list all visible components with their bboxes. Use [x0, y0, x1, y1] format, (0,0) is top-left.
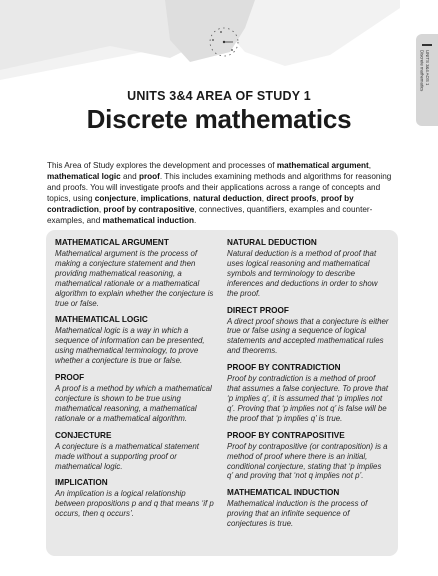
- intro-text: ,: [316, 194, 321, 203]
- units-heading: UNITS 3&4 AREA OF STUDY 1: [127, 89, 311, 103]
- glossary-term: NATURAL DEDUCTION: [227, 238, 317, 247]
- intro-key-term: proof by contrapositive: [103, 205, 195, 214]
- glossary-term: DIRECT PROOF: [227, 305, 289, 315]
- glossary-definition: A conjecture is a mathematical statement made without a supporting proof or mathematical logic.: [55, 441, 199, 471]
- glossary-column-left: [55, 238, 217, 526]
- glossary-entry: [55, 431, 217, 472]
- glossary-entry: [227, 488, 389, 529]
- intro-text: ,: [261, 194, 267, 203]
- intro-text: , connectives, quantifiers, examples and counter-examples, and: [47, 205, 373, 225]
- intro-text: ,: [136, 194, 141, 203]
- intro-paragraph: [47, 160, 399, 226]
- glossary-entry: [227, 238, 389, 299]
- glossary-term: MATHEMATICAL INDUCTION: [227, 488, 340, 498]
- glossary-entry: [227, 363, 389, 424]
- intro-text: This Area of Study explores the development and processes of: [47, 161, 277, 170]
- glossary-entry: [227, 431, 389, 482]
- intro-key-term: direct proofs: [266, 194, 317, 203]
- glossary-definition: Proof by contrapositive (or contraposition) is a method of proof where there is an initial, conditional conjecture, stating that ‘p implies q’ and proving that ‘not q implies not p’.: [227, 441, 388, 481]
- intro-text: ,: [368, 161, 372, 170]
- intro-key-term: proof by contradiction: [47, 194, 354, 214]
- intro-text: and: [120, 172, 139, 181]
- intro-text: . This includes examining methods and algorithms for reasoning and proofs. You will investigate proofs and their applications across a range of concepts and topics, using: [47, 172, 392, 203]
- glossary-entry: [55, 238, 217, 308]
- glossary-term: CONJECTURE: [55, 430, 112, 440]
- glossary-definition: A proof is a method by which a mathematical conjecture is shown to be true using mathematical reasoning, a mathematical rationale or a mathematical algorithm.: [55, 384, 212, 423]
- intro-text: ,: [188, 194, 194, 203]
- glossary-term: IMPLICATION: [55, 478, 108, 488]
- glossary-term: MATHEMATICAL ARGUMENT: [55, 238, 169, 247]
- glossary-entry: [227, 306, 389, 357]
- intro-key-term: mathematical induction: [102, 216, 194, 225]
- glossary-entry: [55, 478, 217, 519]
- intro-key-term: natural deduction: [193, 194, 262, 203]
- intro-key-term: mathematical logic: [47, 172, 121, 181]
- glossary-definition: Mathematical argument is the process of making a conjecture statement and then providing mathematical reasoning, a mathematical rationale or a mathematical algorithm to explain whether the conjecture is true or false.: [55, 249, 214, 308]
- glossary-term: PROOF: [55, 373, 85, 383]
- intro-text: ,: [98, 205, 104, 214]
- glossary-entry: [55, 373, 217, 424]
- glossary-box: [46, 230, 398, 556]
- glossary-entry: [55, 315, 217, 366]
- glossary-definition: Mathematical logic is a way in which a sequence of information can be presented, using mathematical terminology, to prove whether a conjecture is true or false.: [55, 326, 205, 366]
- intro-text: .: [193, 216, 197, 225]
- side-tab-marker: [422, 44, 432, 46]
- header-graphic: [0, 0, 400, 80]
- glossary-definition: A direct proof shows that a conjecture is either true or false using a sequence of logical statements and accepted mathematical rules and theorems.: [227, 316, 389, 356]
- intro-key-term: mathematical argument: [276, 161, 369, 170]
- intro-key-term: conjecture: [94, 194, 137, 203]
- page-title: Discrete mathematics: [86, 104, 352, 134]
- glossary-term: MATHEMATICAL LOGIC: [55, 315, 148, 325]
- glossary-column-right: [227, 238, 389, 536]
- glossary-term: PROOF BY CONTRAPOSITIVE: [227, 430, 345, 440]
- glossary-definition: Proof by contradiction is a method of proof that assumes a false conjecture. To prove that ‘p implies q’, it is assumed that ‘p implies not q’. Proving that ‘p implies not q’ is false will be the proof that ‘p implies q’ is true.: [227, 374, 389, 423]
- intro-key-term: proof: [138, 172, 160, 181]
- glossary-term: PROOF BY CONTRADICTION: [227, 363, 341, 373]
- side-tab-label: UNITS 3&4 AOS 1 Discrete mathematics: [419, 50, 430, 92]
- glossary-definition: An implication is a logical relationship between propositions p and q that means ‘if p occurs, then q occurs’.: [55, 489, 214, 519]
- glossary-definition: Natural deduction is a method of proof that uses logical reasoning and mathematical symbols and terminology to describe inferences and deductions in order to show the proof.: [227, 249, 378, 298]
- glossary-definition: Mathematical induction is the process of proving that an infinite sequence of conjectures is true.: [227, 499, 368, 529]
- intro-key-term: implications: [140, 194, 189, 203]
